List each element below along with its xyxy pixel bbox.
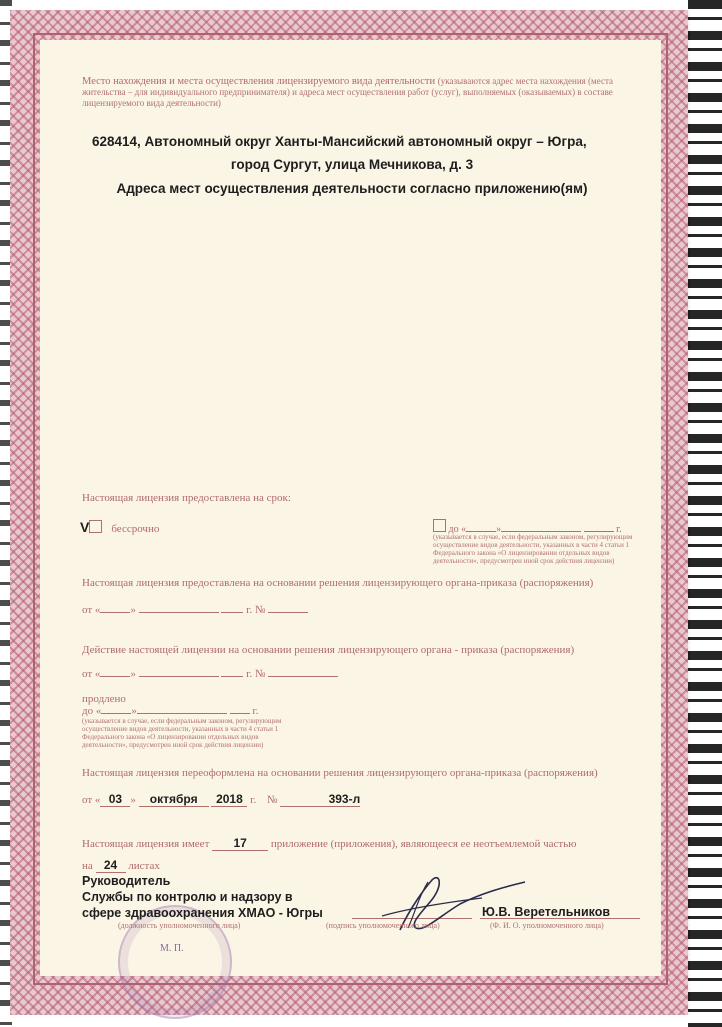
reissue-from: от « [82, 794, 101, 806]
until-suffix: г. [616, 524, 622, 535]
reissue-num: № [266, 794, 278, 806]
location-header-note: (указываются адрес места нахождения (места жительства – для индивидуального предпринимателя) и адреса мест осуществления работ (услуг), выполняемых (оказываемых) в составе лицензируемого вида деятельности) [82, 76, 613, 108]
basis-from: от « [82, 604, 101, 616]
appendix-prefix: Настоящая лицензия имеет [82, 838, 210, 850]
location-header-title: Место нахождения и места осуществления лицензируемого вида деятельности [82, 76, 436, 87]
action-num: № [254, 668, 266, 680]
action-until: до « [82, 705, 102, 717]
sheets-row [82, 858, 160, 873]
scan-edge-marks-right [688, 0, 722, 1027]
reissue-year-value: 2018 [211, 792, 247, 807]
sheets-label: листах [128, 860, 160, 872]
action-from: от « [82, 668, 101, 680]
caption-name: (Ф. И. О. уполномоченного лица) [490, 921, 604, 930]
action-until-row [82, 705, 258, 717]
action-date-row [82, 668, 338, 680]
action-year2: г. [252, 705, 259, 717]
sheets-on: на [82, 860, 93, 872]
sheets-count: 24 [96, 858, 126, 873]
basis-year: г. [246, 604, 253, 616]
caption-signature: (подпись уполномоченного лица) [326, 921, 440, 930]
location-header [82, 76, 642, 109]
address-line-2: город Сургут, улица Мечникова, д. 3 [230, 157, 474, 172]
position-line-2: Службы по контролю и надзору в [82, 890, 293, 904]
position-line-3: сфере здравоохранения ХМАО - Югры [82, 906, 323, 920]
reissue-label: Настоящая лицензия переоформлена на основании решения лицензирующего органа-приказа (распоряжения) [82, 767, 598, 779]
action-q2: » [131, 705, 137, 717]
address-line-3: Адреса мест осуществления деятельности согласно приложению(ям) [116, 181, 588, 196]
reissue-q: » [130, 794, 136, 806]
action-year: г. [246, 668, 253, 680]
action-note: (указывается в случае, если федеральным законом, регулирующим осуществление видов деятельности, указанных в части 4 статьи 1 Федерального закона «О лицензировании отдельных видов деятельности», предусмотрен иной срок действия лицензии) [82, 717, 282, 749]
basis-label: Настоящая лицензия предоставлена на основании решения лицензирующего органа-приказа (распоряжения) [82, 577, 594, 589]
action-label: Действие настоящей лицензии на основании решения лицензирующего органа - приказа (распоряжения) [82, 644, 575, 656]
basis-date-row [82, 604, 308, 616]
action-extended: продлено [82, 693, 126, 705]
reissue-number: 393-л [280, 792, 360, 807]
address-line-1: 628414, Автономный округ Ханты-Мансийский автономный округ – Югра, [92, 134, 587, 149]
reissue-month: октября [139, 792, 209, 807]
until-mid: » [496, 524, 502, 535]
position-line-1: Руководитель [82, 874, 171, 888]
indefinite-checkbox[interactable] [89, 520, 102, 533]
caption-position: (должность уполномоченного лица) [118, 921, 241, 930]
reissue-year: г. [250, 794, 257, 806]
seal-label: М. П. [160, 943, 184, 954]
until-checkbox[interactable] [433, 519, 446, 532]
signatory-name: Ю.В. Веретельников [482, 905, 611, 919]
appendix-row [82, 836, 652, 851]
term-until-note: (указывается в случае, если федеральным законом, регулирующим осуществление видов деятельности, указанных в части 4 статьи 1 Федерального закона «О лицензировании отдельных видов деятельности», предусмотрен иной срок действия лицензии) [433, 533, 633, 565]
indefinite-label: бессрочно [111, 523, 160, 535]
reissue-date-row [82, 792, 360, 807]
appendix-suffix: приложение (приложения), являющееся ее неотъемлемой частью [270, 838, 577, 850]
until-prefix: до « [448, 524, 467, 535]
check-mark: V [80, 519, 90, 535]
reissue-day: 03 [100, 792, 130, 807]
term-indefinite-row [80, 519, 159, 536]
basis-q: » [130, 604, 136, 616]
signatory-position [82, 873, 323, 921]
action-q: » [130, 668, 136, 680]
basis-num: № [254, 604, 266, 616]
term-label: Настоящая лицензия предоставлена на срок: [82, 492, 291, 504]
appendix-count: 17 [212, 836, 268, 851]
